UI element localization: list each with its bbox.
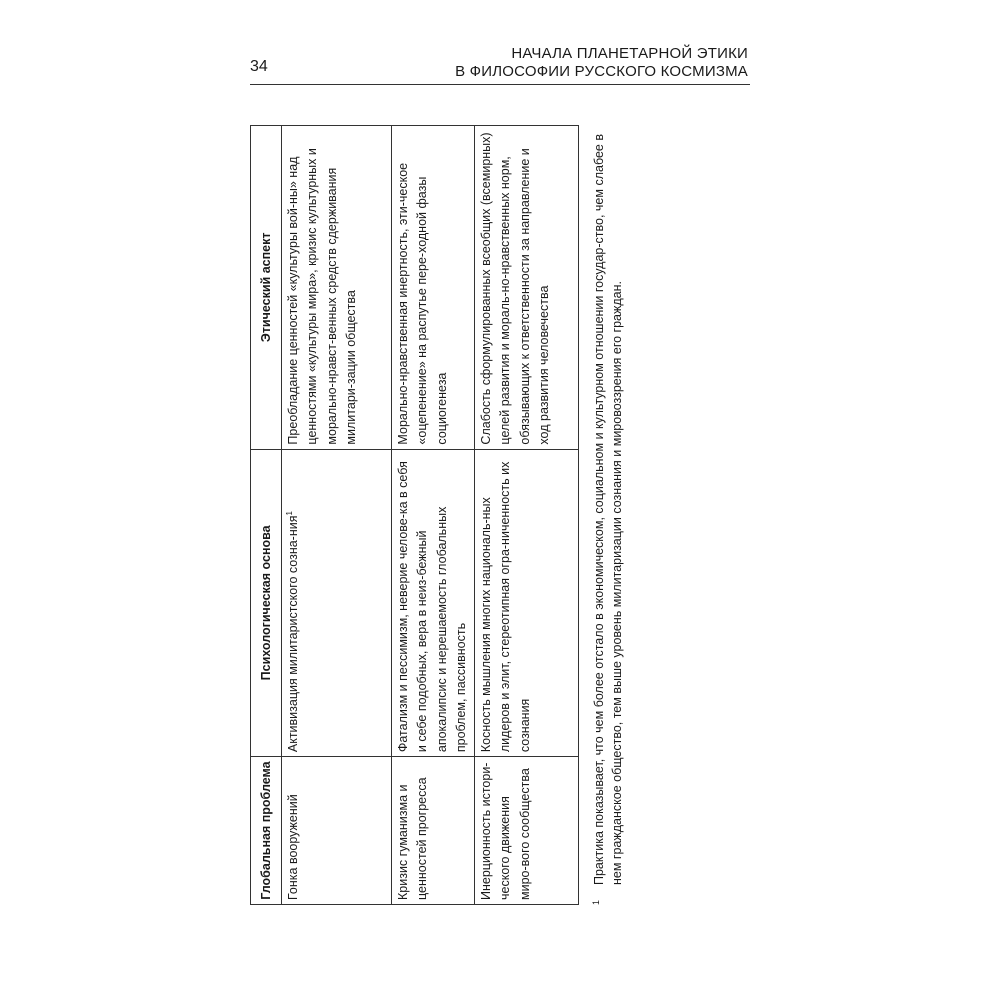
running-head [455,45,748,81]
table-row [391,126,474,905]
column-header-basis: Психологическая основа [251,449,282,757]
cell-ethics: Преобладание ценностей «культуры вой-ны» над ценностями «культуры мира», кризис культурных и морально-нравст-венных средств сдерживания милитари-зации общества [281,126,391,450]
rotated-content-inner [250,125,680,905]
cell-basis: Косность мышления многих националь-ных лидеров и элит, стереотипная огра-ниченность их сознания [474,449,578,757]
running-head-line-2: В ФИЛОСОФИИ РУССКОГО КОСМИЗМА [455,63,748,80]
cell-basis-text: Активизация милитаристского созна-ния [285,515,300,753]
cell-basis [281,449,391,757]
footnote-mark: 1 [591,899,601,905]
cell-problem: Гонка вооружений [281,757,391,905]
cell-ethics: Морально-нравственная инертность, эти-ческое «оцепенение» на распутье пере-ходной фазы социогенеза [391,126,474,450]
cell-ethics: Слабость сформулированных всеобщих (всемирных) целей развития и мораль-но-нравственных норм, обязывающих к ответственности за направление и ход развития человечества [474,126,578,450]
table-header-row [251,126,282,905]
footnote-text: Практика показывает, что чем более отстало в экономическом, социальном и культурном отношении государ-ство, чем слабее в нем гражданское общество, тем выше уровень милитаризации сознания и мировоззрения его граждан. [592,134,624,885]
header-rule [250,84,750,85]
cell-problem: Кризис гуманизма и ценностей прогресса [391,757,474,905]
footnote-reference: 1 [284,511,294,516]
running-head-line-1: НАЧАЛА ПЛАНЕТАРНОЙ ЭТИКИ [511,45,748,62]
global-problems-table [250,125,579,905]
table-row [474,126,578,905]
column-header-ethics: Этический аспект [251,126,282,450]
footnote [590,125,626,905]
rotated-content [250,125,680,905]
cell-basis: Фатализм и пессимизм, неверие челове-ка в себя и себе подобных, вера в неиз-бежный апокалипсис и нерешаемость глобальных проблем, пассивность [391,449,474,757]
column-header-problem: Глобальная проблема [251,757,282,905]
table-row [281,126,391,905]
cell-problem: Инерционность истори-ческого движения миро-вого сообщества [474,757,578,905]
page-number: 34 [250,58,268,75]
